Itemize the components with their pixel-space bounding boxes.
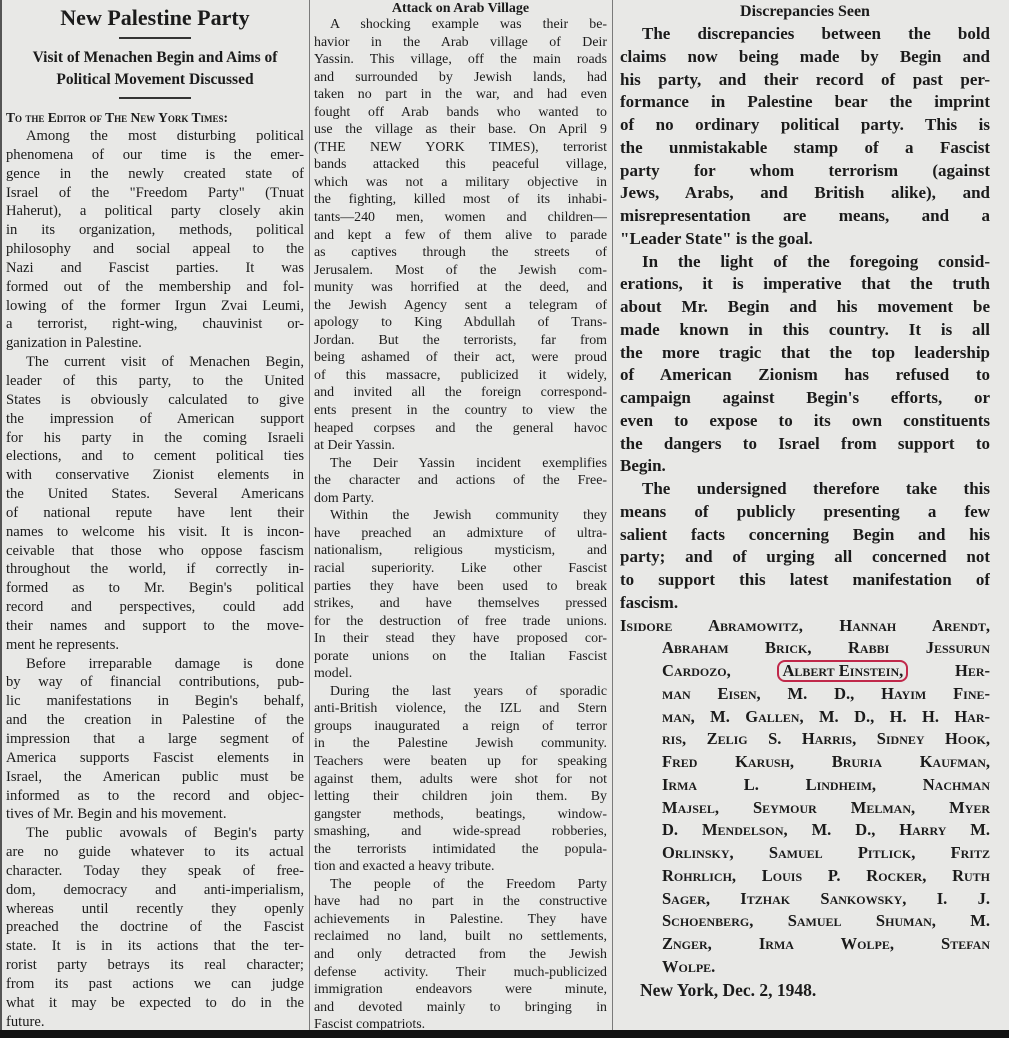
highlighted-signatory-einstein: Albert Einstein, — [777, 660, 908, 682]
signatory-line: D. Mendelson, M. D., Harry M. — [662, 820, 990, 840]
text-line: dom, democracy and anti-imperialism, — [6, 881, 304, 898]
text-line: for the destruction of free trade unions. — [314, 613, 607, 629]
signatory-text: Cardozo, — [662, 661, 731, 680]
text-line: formed out of the membership and fol- — [6, 278, 304, 295]
text-line: for his party in the coming Israeli — [6, 429, 304, 446]
article-title: New Palestine Party — [60, 5, 250, 30]
text-line: and surrounded by Jewish lands, had — [314, 69, 607, 85]
text-line: havior in the Arab village of Deir — [314, 34, 607, 50]
text-line: the Jewish Agency sent a telegram of — [314, 297, 607, 313]
text-line: parties they have been used to break — [314, 578, 607, 594]
signatory-line: man Eisen, M. D., Hayim Fine- — [662, 683, 990, 703]
text-line: of no ordinary political party. This is — [620, 115, 990, 134]
text-line: leader of this party, to the United — [6, 372, 304, 389]
text-line: the terrorists intimidated the popula- — [314, 841, 607, 857]
subhead-rule — [119, 97, 191, 99]
signatory-line — [620, 660, 990, 683]
signatory-line: Fred Karush, Bruria Kaufman, — [662, 752, 990, 771]
text-line: whereas until recently they openly — [6, 900, 304, 917]
text-line: to support this latest manifestation of — [620, 570, 990, 589]
text-line: lic manifestations in Begin's behalf, — [6, 693, 304, 710]
text-line: and kept a few of them alive to parade — [314, 227, 607, 243]
text-line: in its organization, methods, political — [6, 222, 304, 239]
signatory-line: Wolpe. — [662, 956, 716, 976]
text-line: groups inaugurated a reign of terror — [314, 718, 607, 734]
title-rule — [119, 37, 191, 39]
column-1-body — [6, 127, 304, 1032]
salutation: To the Editor of The New York Times: — [6, 110, 229, 125]
text-line: munity was horrified at the deed, and — [314, 280, 607, 296]
text-line: made known in this country. It is all — [620, 319, 990, 339]
text-line: formance in Palestine bear the imprint — [620, 92, 990, 112]
text-line: gangster methods, beatings, window- — [314, 806, 607, 822]
text-line: with conservative Zionist elements in — [6, 467, 304, 484]
text-line: Before irreparable damage is done — [26, 655, 304, 672]
text-line: claims now being made by Begin and — [620, 46, 990, 66]
text-line: achievements in Palestine. They have — [314, 911, 607, 927]
text-line: preached the doctrine of the Fascist — [6, 919, 304, 936]
dateline: New York, Dec. 2, 1948. — [640, 979, 817, 1000]
text-line: have had no part in the constructive — [314, 894, 607, 910]
text-line: In their stead they have proposed cor- — [314, 631, 607, 647]
text-line: use the village as their base. On April 9 — [314, 122, 607, 138]
article-subhead — [6, 47, 304, 91]
text-line: the unmistakable stamp of a Fascist — [620, 137, 990, 157]
signatory-line: Znger, Irma Wolpe, Stefan — [662, 934, 990, 953]
signatory-text: Her- — [955, 661, 990, 680]
signatory-line: Schoenberg, Samuel Shuman, M. — [662, 911, 990, 931]
text-line: throughout the world, if correctly in- — [6, 561, 304, 578]
text-line: means of publicly presenting a few — [620, 501, 990, 521]
signatory-line: man, M. Gallen, M. D., H. H. Har- — [662, 706, 990, 726]
column-divider — [612, 0, 613, 1030]
text-line: taken no part in the war, and had even — [314, 87, 607, 103]
text-line: Within the Jewish community they — [330, 508, 607, 524]
text-line: impression that a large segment of — [6, 731, 304, 747]
text-line: salient facts concerning Begin and his — [620, 524, 990, 544]
text-line: have preached an admixture of ultra- — [314, 525, 607, 541]
text-line: The discrepancies between the bold — [642, 24, 990, 43]
text-line: apology to King Abdullah of Trans- — [314, 315, 607, 331]
text-line: record and perspectives, could add — [6, 599, 304, 616]
text-line: about Mr. Begin and his movement be — [620, 297, 990, 316]
text-line: The public avowals of Begin's party — [26, 825, 304, 842]
text-line: (THE NEW YORK TIMES), terrorist — [314, 139, 607, 155]
text-line: the character and actions of the Free- — [314, 473, 607, 489]
clipping-left-edge — [0, 0, 2, 1030]
text-line: "Leader State" is the goal. — [620, 228, 813, 248]
text-line: gence in the newly created state of — [6, 165, 304, 182]
text-line: and invited all the foreign correspond- — [314, 385, 607, 401]
text-line: what it may be expected to do in the — [6, 994, 304, 1011]
text-line: A shocking example was their be- — [330, 17, 607, 32]
text-line: from its past actions we can judge — [6, 975, 304, 992]
text-line: ents present in the country to view the — [314, 403, 607, 419]
text-line: bands attacked this peaceful village, — [314, 157, 607, 173]
text-line: model. — [314, 666, 353, 682]
text-line: strikes, and have themselves pressed — [314, 596, 607, 612]
text-line: Teachers were beaten up for speaking — [314, 753, 607, 769]
text-line: immigration endeavors were minute, — [314, 982, 607, 998]
signatory-line: Sager, Itzhak Sankowsky, I. J. — [662, 888, 990, 908]
text-line: future. — [6, 1013, 45, 1030]
text-line: ganization in Palestine. — [6, 335, 142, 352]
text-line: The current visit of Menachen Begin, — [26, 354, 304, 371]
text-line: state. It is in its actions that the ter- — [6, 938, 304, 955]
text-line: dom Party. — [314, 490, 375, 506]
text-line: Among the most disturbing political — [26, 128, 304, 144]
signatory-line: Majsel, Seymour Melman, Myer — [662, 797, 990, 817]
subhead-line: Political Movement Discussed — [56, 71, 254, 88]
text-line: formed as to Mr. Begin's political — [6, 580, 304, 597]
text-line: as captives through the streets of — [314, 245, 607, 261]
text-line: and the creation in Palestine of the — [6, 712, 304, 729]
text-line: which was not a military objective in — [314, 174, 607, 190]
text-line: a terrorist, right-wing, chauvinist or- — [6, 316, 304, 333]
text-line: phenomena of our time is the emer- — [6, 146, 304, 163]
text-line: Nazi and Fascist parties. It was — [6, 259, 304, 276]
text-line: the dangers to Israel from support to — [620, 433, 990, 453]
signatory-line: Orlinsky, Samuel Pitlick, Fritz — [662, 843, 990, 862]
text-line: porate unions on the Italian Fascist — [314, 648, 607, 664]
column-2-body — [314, 16, 607, 1034]
text-line: of this massacre, publicized it widely, — [314, 367, 607, 383]
text-line: in the Palestine Jewish community. — [314, 736, 607, 752]
text-line: campaign against Begin's efforts, or — [620, 388, 990, 407]
text-line: The undersigned therefore take this — [642, 479, 990, 498]
text-line: his party, and their record of past per- — [620, 69, 990, 89]
signatory-line: Isidore Abramowitz, Hannah Arendt, — [620, 615, 990, 635]
section-heading: Attack on Arab Village — [391, 1, 530, 16]
section-heading: Discrepancies Seen — [740, 3, 870, 20]
text-line: the United States. Several Americans — [6, 486, 304, 503]
text-line: fascism. — [620, 592, 679, 612]
text-line: Jews, Arabs, and British alike), and — [620, 183, 990, 203]
text-line: informed as to the record and objec- — [6, 787, 304, 804]
text-line: Jordan. But the terrorists, far from — [314, 332, 607, 348]
signatory-line: Rohrlich, Louis P. Rocker, Ruth — [662, 865, 990, 885]
text-line: In the light of the foregoing consid- — [642, 251, 990, 271]
text-line: of American Zionism has refused to — [620, 365, 990, 385]
column-divider — [309, 0, 310, 1030]
text-line: lowing of the former Irgun Zvai Leumi, — [6, 297, 304, 314]
text-line: erations, it is imperative that the truth — [620, 274, 990, 294]
text-line: of national repute have lent their — [6, 504, 304, 521]
text-line: The Deir Yassin incident exemplifies — [330, 455, 607, 471]
text-line: tants—240 men, women and children— — [314, 210, 607, 226]
text-line: America supports Fascist elements in — [6, 749, 304, 766]
text-line: Begin. — [620, 456, 666, 476]
text-line: names to welcome his visit. It is incon- — [6, 523, 304, 540]
text-line: against them, adults were shot for not — [314, 771, 607, 787]
text-line: misrepresentation are means, and a — [620, 206, 990, 225]
text-line: ment he represents. — [6, 636, 120, 653]
text-line: the more tragic that the top leadership — [620, 342, 990, 362]
text-line: the fighting, killed most of its inhabi- — [314, 192, 607, 208]
text-line: Fascist compatriots. — [314, 1017, 426, 1033]
text-line: by way of financial contributions, pub- — [6, 674, 304, 691]
text-line: their names and support to the move- — [6, 617, 304, 634]
signatory-line: Irma L. Lindheim, Nachman — [662, 774, 990, 794]
text-line: ceivable that those who oppose fascism — [6, 542, 304, 559]
text-line: defense activity. Their much-publicized — [314, 964, 607, 980]
text-line: nationalism, religious mysticism, and — [314, 543, 607, 559]
subhead-line: Visit of Menachen Begin and Aims of — [32, 49, 278, 66]
text-line: party for whom terrorism (against — [620, 160, 990, 180]
text-line: anti-British violence, the IZL and Stern — [314, 701, 607, 717]
text-line: fought off Arab bands who wanted to — [314, 104, 607, 120]
text-line: smashing, and wide-spread robberies, — [314, 824, 607, 840]
column-3-body — [620, 23, 990, 1001]
text-line: rorist party betrays its real character; — [6, 957, 304, 974]
text-line: character. Today they speak of free- — [6, 862, 304, 879]
text-line: philosophy and social appeal to the — [6, 241, 304, 258]
text-line: racial superiority. Like other Fascist — [314, 560, 607, 576]
text-line: and devoted mainly to bringing in — [314, 999, 607, 1015]
text-line: Yassin. This village, off the main roads — [314, 52, 607, 68]
text-line: reclaimed no land, built no settlements, — [314, 929, 607, 945]
text-line: The people of the Freedom Party — [330, 876, 607, 892]
text-line: tion and exacted a heavy tribute. — [314, 859, 495, 875]
text-line: at Deir Yassin. — [314, 438, 396, 454]
text-line: States is obviously calculated to give — [6, 391, 304, 408]
text-line: party; and of urging all concerned not — [620, 547, 990, 567]
signatory-line: Abraham Brick, Rabbi Jessurun — [662, 638, 990, 658]
text-line: are no guide whatever to its actual — [6, 844, 304, 861]
text-line: tives of Mr. Begin and his movement. — [6, 806, 227, 823]
text-line: heaped corpses and the general havoc — [314, 420, 607, 436]
signatory-line: ris, Zelig S. Harris, Sidney Hook, — [662, 729, 990, 749]
text-line: During the last years of sporadic — [330, 683, 607, 699]
text-line: and only detracted from the Jewish — [314, 946, 607, 962]
text-line: even to expose to its own constituents — [620, 410, 990, 430]
text-line: elections, and to cement political ties — [6, 448, 304, 465]
text-line: Israel, the American public must be — [6, 768, 304, 785]
text-line: the impression of American support — [6, 410, 304, 427]
text-line: Israel of the "Freedom Party" (Tnuat — [6, 184, 304, 201]
text-line: Jerusalem. Most of the Jewish com- — [314, 262, 607, 278]
text-line: being ashamed of their act, were proud — [314, 350, 607, 366]
text-line: Haherut), a political party closely akin — [6, 203, 304, 220]
text-line: letting their children join them. By — [314, 789, 607, 805]
